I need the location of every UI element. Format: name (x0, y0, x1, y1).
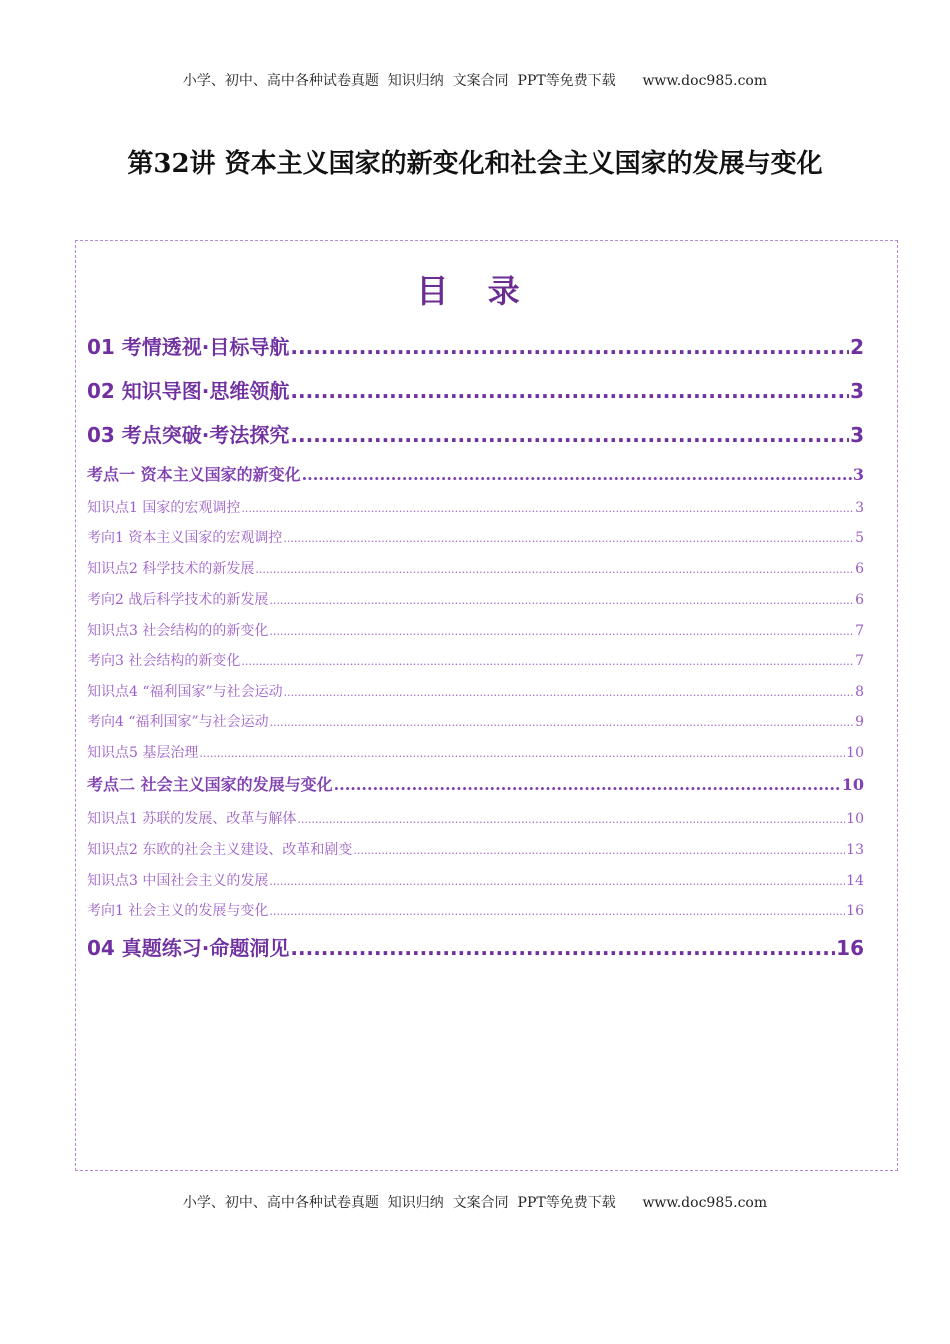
toc-entry[interactable] (87, 620, 864, 640)
toc-leader-dots (353, 844, 845, 857)
toc-entry[interactable] (87, 558, 864, 578)
toc-entry-label: 知识点2 东欧的社会主义建设、改革和剧变 (87, 842, 353, 858)
toc-entry-page: 16 (846, 903, 864, 919)
toc-entry-page: 6 (855, 592, 864, 608)
toc-entry-page: 5 (855, 530, 864, 546)
toc-entry-label: 考向1 资本主义国家的宏观调控 (87, 530, 283, 546)
toc-leader-dots (302, 465, 852, 484)
toc-entry-page: 14 (846, 873, 864, 889)
toc-entry[interactable] (87, 527, 864, 547)
toc-entry-label: 知识点2 科学技术的新发展 (87, 561, 255, 577)
toc-leader-dots (241, 502, 854, 515)
toc-entry[interactable] (87, 772, 864, 795)
toc-entry-page: 2 (850, 335, 864, 359)
toc-leader-dots (290, 423, 849, 447)
toc-entry-label: 知识点3 社会结构的的新变化 (87, 623, 269, 639)
toc-leader-dots (334, 775, 841, 794)
toc-entry-page: 3 (850, 423, 864, 447)
toc-entry[interactable] (87, 650, 864, 670)
toc-heading: 目 录 (416, 272, 534, 310)
toc-entry-label: 考向1 社会主义的发展与变化 (87, 903, 269, 919)
toc-entry-label: 04 真题练习·命题洞见 (87, 936, 290, 960)
toc-leader-dots (283, 532, 854, 545)
toc-leader-dots (255, 563, 854, 576)
toc-leader-dots (270, 716, 854, 729)
toc-entry-label: 知识点4 “福利国家”与社会运动 (87, 684, 283, 700)
toc-entry-page: 8 (855, 684, 864, 700)
toc-entry[interactable] (87, 839, 864, 859)
toc-entry-page: 3 (852, 465, 864, 484)
toc-entry-page: 10 (841, 775, 864, 794)
toc-entry-label: 考点二 社会主义国家的发展与变化 (87, 775, 333, 794)
toc-entry-label: 知识点3 中国社会主义的发展 (87, 873, 269, 889)
toc-entry-page: 10 (846, 811, 864, 827)
toc-entry-label: 知识点5 基层治理 (87, 745, 199, 761)
toc-entry[interactable] (87, 742, 864, 762)
toc-entry[interactable] (87, 419, 864, 448)
toc-entry[interactable] (87, 589, 864, 609)
toc-entry-label: 01 考情透视·目标导航 (87, 335, 290, 359)
toc-leader-dots (290, 335, 849, 359)
toc-entry[interactable] (87, 808, 864, 828)
toc-entry-page: 16 (836, 936, 864, 960)
toc-entry-page: 7 (855, 623, 864, 639)
document-title: 第32讲 资本主义国家的新变化和社会主义国家的发展与变化 (127, 149, 823, 179)
toc-leader-dots (297, 813, 845, 826)
toc-leader-dots (269, 905, 845, 918)
toc-leader-dots (284, 686, 854, 699)
toc-entry-label: 考点一 资本主义国家的新变化 (87, 465, 301, 484)
toc-entry-page: 3 (850, 379, 864, 403)
toc-entry-label: 考向2 战后科学技术的新发展 (87, 592, 269, 608)
page-header: 小学、初中、高中各种试卷真题 知识归纳 文案合同 PPT等免费下载 www.doc985.com (182, 73, 768, 89)
toc-leader-dots (290, 379, 849, 403)
toc-entry-page: 10 (846, 745, 864, 761)
toc-leader-dots (199, 747, 845, 760)
toc-leader-dots (269, 875, 845, 888)
toc-leader-dots (269, 594, 854, 607)
toc-entry[interactable] (87, 870, 864, 890)
toc-entry[interactable] (87, 711, 864, 731)
toc-leader-dots (269, 625, 854, 638)
toc-entry[interactable] (87, 932, 864, 961)
toc-entry[interactable] (87, 497, 864, 517)
toc-entry-label: 考向4 “福利国家”与社会运动 (87, 714, 269, 730)
toc-leader-dots (241, 655, 854, 668)
toc-entry[interactable] (87, 331, 864, 360)
toc-entry-page: 6 (855, 561, 864, 577)
toc-entry-page: 9 (855, 714, 864, 730)
toc-entry[interactable] (87, 900, 864, 920)
toc-entry-label: 知识点1 国家的宏观调控 (87, 500, 241, 516)
toc-entry-label: 03 考点突破·考法探究 (87, 423, 290, 447)
toc-entry-label: 02 知识导图·思维领航 (87, 379, 290, 403)
toc-entry[interactable] (87, 375, 864, 404)
toc-entry-label: 考向3 社会结构的新变化 (87, 653, 241, 669)
toc-leader-dots (290, 936, 835, 960)
toc-entry-page: 3 (855, 500, 864, 516)
page-footer: 小学、初中、高中各种试卷真题 知识归纳 文案合同 PPT等免费下载 www.doc985.com (182, 1195, 768, 1211)
toc-entry-page: 13 (846, 842, 864, 858)
toc-entry[interactable] (87, 462, 864, 485)
toc-entry-page: 7 (855, 653, 864, 669)
toc-entry-label: 知识点1 苏联的发展、改革与解体 (87, 811, 297, 827)
toc-entry[interactable] (87, 681, 864, 701)
